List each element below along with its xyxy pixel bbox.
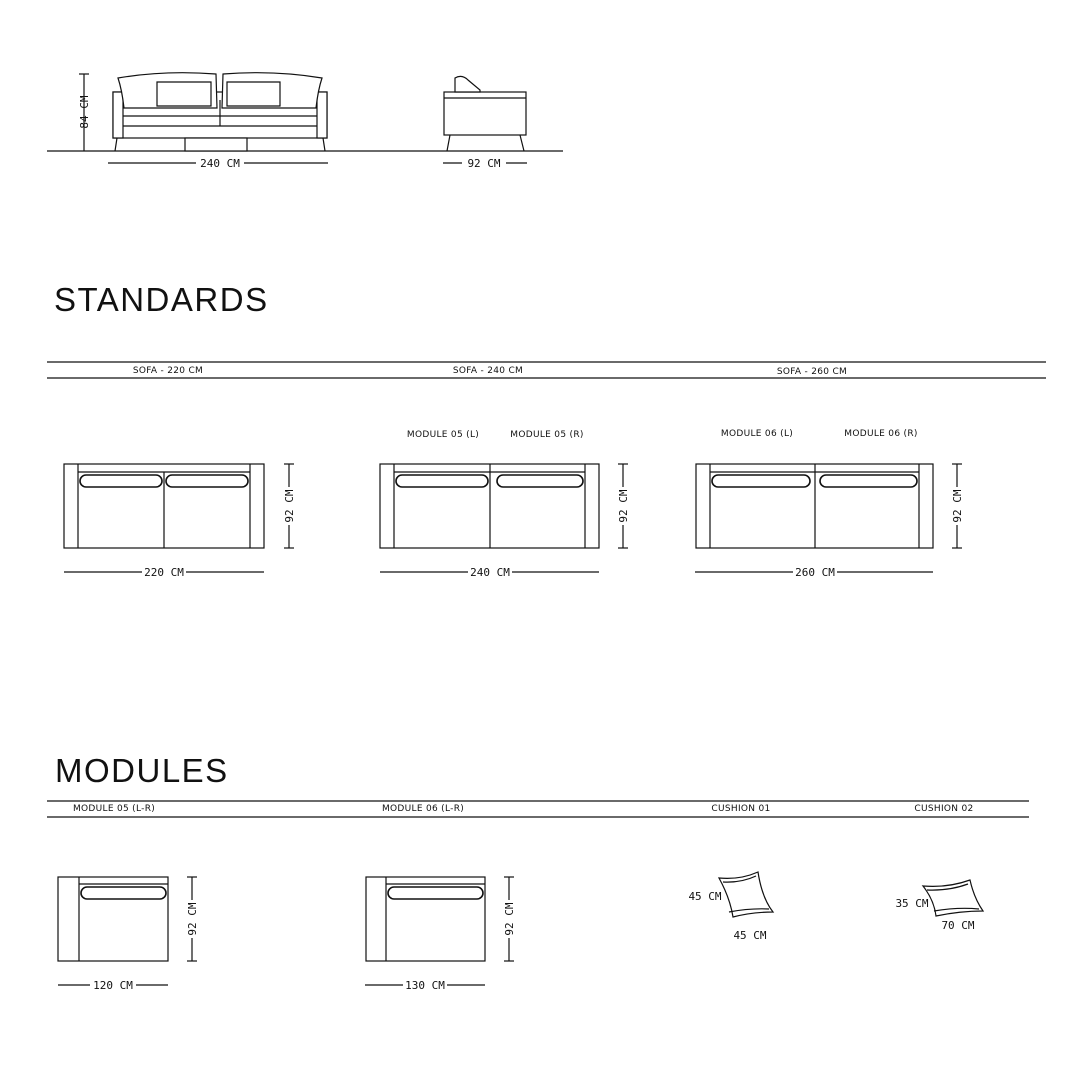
standards-header-240: SOFA - 240 CM	[452, 366, 524, 376]
cushion-02-shape	[923, 880, 983, 916]
module-06-plan	[365, 877, 516, 992]
side-depth-label: 92 CM	[467, 157, 501, 170]
module-05-depth-label: 92 CM	[186, 902, 199, 936]
sofa-240-module-right-label: MODULE 05 (R)	[510, 430, 584, 440]
sofa-260-plan	[695, 429, 964, 579]
front-width-label: 240 CM	[200, 157, 240, 170]
sofa-220-plan	[64, 464, 296, 579]
modules-header-06: MODULE 06 (L-R)	[381, 804, 465, 814]
sofa-240-width-label: 240 CM	[470, 566, 510, 579]
cushion-01-bottom-label: 45 CM	[733, 929, 767, 942]
sofa-260-depth-label: 92 CM	[951, 489, 964, 523]
sofa-side-back-cushion	[455, 76, 480, 92]
side-elevation-view	[443, 76, 527, 170]
sofa-side-legs	[447, 135, 524, 151]
module-05-plan	[58, 877, 199, 992]
throw-pillow-left	[157, 82, 211, 106]
cushion-01-drawing	[688, 872, 773, 942]
cushion-02-side-label: 35 CM	[895, 897, 929, 910]
modules-header-05: MODULE 05 (L-R)	[72, 804, 156, 814]
module-05-width-label: 120 CM	[93, 979, 133, 992]
sofa-240-plan	[380, 430, 630, 579]
sofa-front-arm-left	[113, 92, 123, 138]
throw-pillow-right	[227, 82, 280, 106]
height-label: 84 CM	[78, 95, 91, 129]
cushion-01-shape	[719, 872, 773, 917]
module-05-outline	[58, 877, 168, 961]
sofa-220-width-label: 220 CM	[144, 566, 184, 579]
standards-title: STANDARDS	[54, 281, 269, 318]
module-06-outline	[366, 877, 485, 961]
module-06-width-label: 130 CM	[405, 979, 445, 992]
module-06-depth-label: 92 CM	[503, 902, 516, 936]
sofa-220-depth-label: 92 CM	[283, 489, 296, 523]
sofa-240-module-left-label: MODULE 05 (L)	[406, 430, 480, 440]
cushion-01-side-label: 45 CM	[688, 890, 722, 903]
modules-header-cushion-02: CUSHION 02	[914, 804, 974, 814]
sofa-260-module-left-label: MODULE 06 (L)	[720, 429, 794, 439]
standards-header-260: SOFA - 260 CM	[776, 367, 848, 377]
sofa-260-module-right-label: MODULE 06 (R)	[844, 429, 918, 439]
sofa-front-arm-right	[317, 92, 327, 138]
standards-header-220: SOFA - 220 CM	[132, 366, 204, 376]
base-plinth	[185, 138, 247, 151]
sofa-240-depth-label: 92 CM	[617, 489, 630, 523]
cushion-02-bottom-label: 70 CM	[941, 919, 975, 932]
sofa-260-width-label: 260 CM	[795, 566, 835, 579]
modules-header-cushion-01: CUSHION 01	[711, 804, 771, 814]
modules-title: MODULES	[55, 752, 229, 789]
cushion-02-drawing	[895, 880, 983, 932]
